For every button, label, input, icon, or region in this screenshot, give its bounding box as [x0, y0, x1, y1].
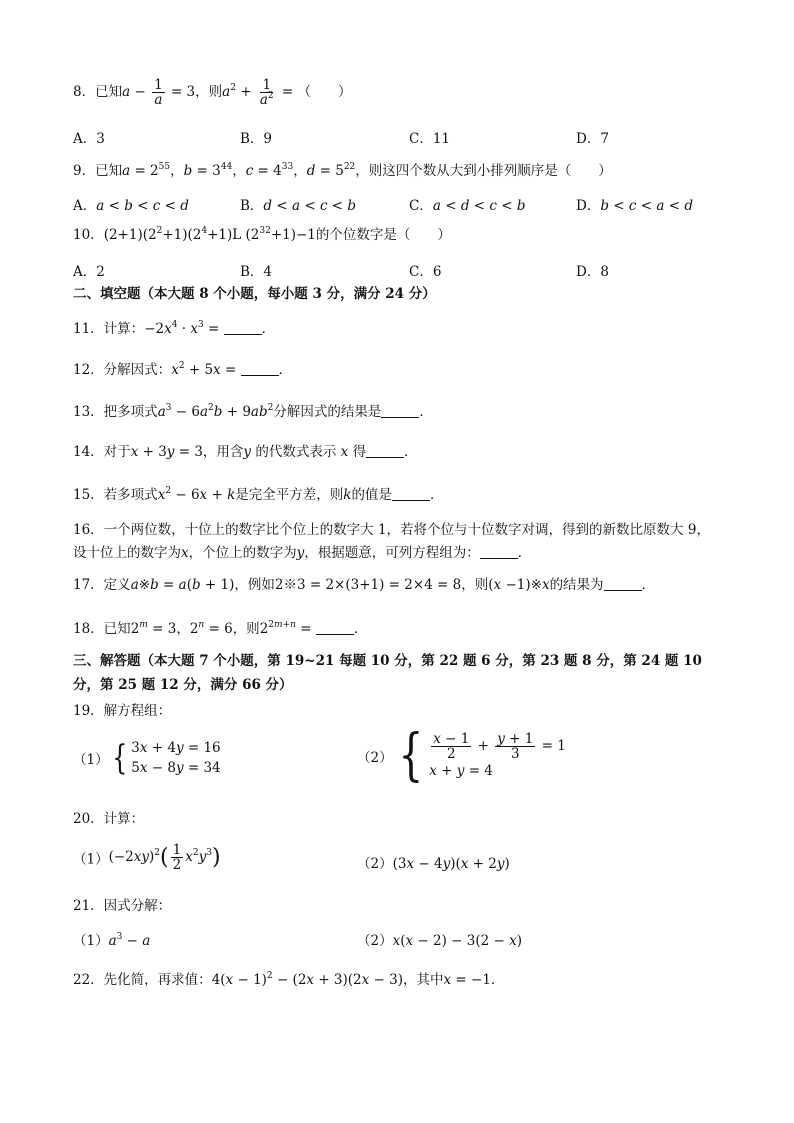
answer-blank[interactable]	[366, 445, 404, 458]
option-d: D．7	[576, 131, 609, 147]
option-a: A．3	[73, 131, 105, 147]
question-13: 13．把多项式$a^3 - 6a^2b + 9ab^2$分解因式的结果是 ．	[73, 403, 433, 420]
question-15: 15．若多项式$x^2 - 6x + k$是完全平方差，则k的值是 ．	[73, 486, 444, 503]
answer-blank[interactable]	[241, 363, 279, 376]
question-20-part-1: $(1)(-2xy)^2$( $\frac{1}{2}$ $x^2y^3$)	[73, 842, 221, 873]
answer-blank[interactable]	[224, 322, 262, 335]
option-a: A．2	[73, 264, 105, 280]
option-a: A．a < b < c < d	[73, 198, 189, 214]
option-d: D．8	[576, 264, 609, 280]
question-19-part-2: （2） { $\frac{x - 1}{2}$ + $\frac{y + 1}{3}$ = 1 x + y = 4	[357, 723, 566, 788]
option-d: D．b < c < a < d	[576, 198, 693, 214]
question-16-line-2: 设十位上的数字为x，个位上的数字为y，根据题意，可列方程组为： ．	[73, 545, 532, 561]
question-20-part-2: （2）(3x − 4y)(x + 2y)	[357, 856, 510, 872]
option-c: C．6	[409, 264, 442, 280]
option-b: B．9	[240, 131, 273, 147]
question-9: 9．已知$a = 2^{55}$，$b = 3^{44}$，$c = 4^{33}$，$d = 5^{22}$，则这四个数从大到小排列顺序是（ ）	[73, 162, 612, 179]
question-21-part-1: $(1)a^3 - a$	[73, 932, 151, 949]
question-19-part-1: （1） { 3x + 4y = 16 5x − 8y = 34	[73, 738, 221, 778]
section-3-heading-line-2: 分，第 25 题 12 分，满分 66 分）	[73, 677, 293, 693]
section-3-heading-line-1: 三、解答题（本大题 7 个小题，第 19~21 每题 10 分，第 22 题 6 分，第 23 题 8 分，第 24 题 10	[73, 653, 702, 669]
question-21-part-2: （2）x(x − 2) − 3(2 − x)	[357, 933, 523, 949]
question-11: 11．计算：$-2x^4 \cdot x^3$ = ．	[73, 320, 276, 337]
answer-blank[interactable]	[604, 578, 642, 591]
option-c: C．a < d < c < b	[409, 198, 526, 214]
option-c: C．11	[409, 131, 451, 147]
answer-blank[interactable]	[480, 546, 518, 559]
question-10: 10．$(2+1)(2^2+1)(2^4+1)L$ $(2^{32}+1)-1$的个位数字是（ ）	[73, 226, 451, 243]
option-b: B．4	[240, 264, 273, 280]
answer-blank[interactable]	[316, 622, 354, 635]
question-8-options	[73, 127, 753, 145]
question-21: 21．因式分解：	[73, 898, 172, 914]
section-2-heading: 二、填空题（本大题 8 个小题，每小题 3 分，满分 24 分）	[73, 286, 436, 302]
question-9-options	[73, 194, 753, 212]
answer-blank[interactable]	[381, 405, 419, 418]
question-22: 22．先化简，再求值：$4(x - 1)^2 - (2x + 3)(2x - 3)$，其中x = −1．	[73, 971, 505, 988]
option-b: B．d < a < c < b	[240, 198, 357, 214]
question-16-line-1: 16．一个两位数，十位上的数字比个位上的数字大 1，若将个位与十位数字对调，得到的新数比原数大 9，	[73, 522, 710, 538]
question-17: 17．定义a※b = a(b + 1)，例如2※3 = 2×(3+1) = 2×4 = 8，则(x −1)※x的结果为 ．	[73, 577, 656, 593]
question-20: 20．计算：	[73, 811, 145, 827]
question-10-options	[73, 260, 753, 278]
question-18: 18．已知$2^m = 3$，$2^n = 6$，则$2^{2m+n}$ = ．	[73, 620, 368, 637]
question-14: 14．对于x + 3y = 3，用含y 的代数式表示 x 得 ．	[73, 444, 418, 460]
question-8: 8．已知a − $\frac{1}{a}$ = 3，则$a^2$ + $\frac{1}{a^2}$ = （ ）	[73, 77, 352, 108]
question-12: 12．分解因式：$x^2 + 5x$ = ．	[73, 361, 293, 378]
question-19: 19．解方程组：	[73, 703, 172, 719]
answer-blank[interactable]	[392, 488, 430, 501]
